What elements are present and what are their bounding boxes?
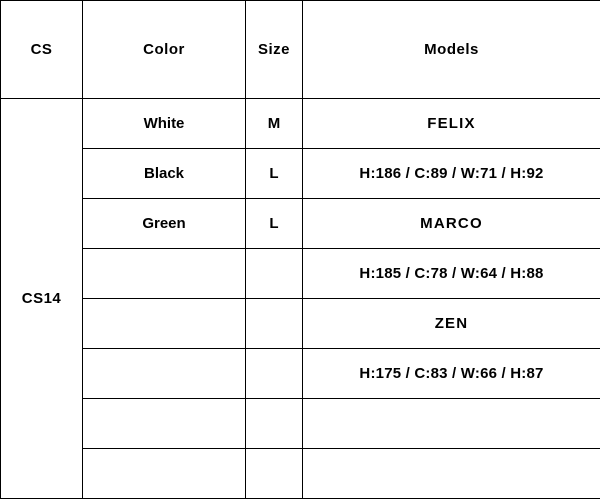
table-body	[1, 99, 600, 499]
color-cell: White	[83, 99, 246, 149]
table-row	[1, 149, 600, 199]
column-header-color: Color	[83, 1, 246, 99]
models-cell: H:186 / C:89 / W:71 / H:92	[303, 149, 600, 199]
table-row	[1, 199, 600, 249]
table-row	[1, 299, 600, 349]
size-cell: M	[246, 99, 303, 149]
color-cell	[83, 449, 246, 499]
table-row	[1, 399, 600, 449]
column-header-size: Size	[246, 1, 303, 99]
size-cell: L	[246, 149, 303, 199]
color-cell: Green	[83, 199, 246, 249]
table-row	[1, 249, 600, 299]
table-header	[1, 1, 600, 99]
column-header-cs: CS	[1, 1, 83, 99]
table-row	[1, 349, 600, 399]
table-header-row	[1, 1, 600, 99]
table-row	[1, 449, 600, 499]
models-cell: ZEN	[303, 299, 600, 349]
models-cell: MARCO	[303, 199, 600, 249]
size-cell: L	[246, 199, 303, 249]
models-cell: H:175 / C:83 / W:66 / H:87	[303, 349, 600, 399]
color-cell	[83, 299, 246, 349]
size-cell	[246, 349, 303, 399]
color-cell	[83, 399, 246, 449]
color-cell	[83, 249, 246, 299]
size-cell	[246, 299, 303, 349]
models-cell: H:185 / C:78 / W:64 / H:88	[303, 249, 600, 299]
size-cell	[246, 449, 303, 499]
models-cell	[303, 399, 600, 449]
column-header-models: Models	[303, 1, 600, 99]
size-cell	[246, 249, 303, 299]
models-cell: FELIX	[303, 99, 600, 149]
models-cell	[303, 449, 600, 499]
color-cell: Black	[83, 149, 246, 199]
cs-code-cell: CS14	[1, 99, 83, 499]
color-cell	[83, 349, 246, 399]
table-row	[1, 99, 600, 149]
size-cell	[246, 399, 303, 449]
